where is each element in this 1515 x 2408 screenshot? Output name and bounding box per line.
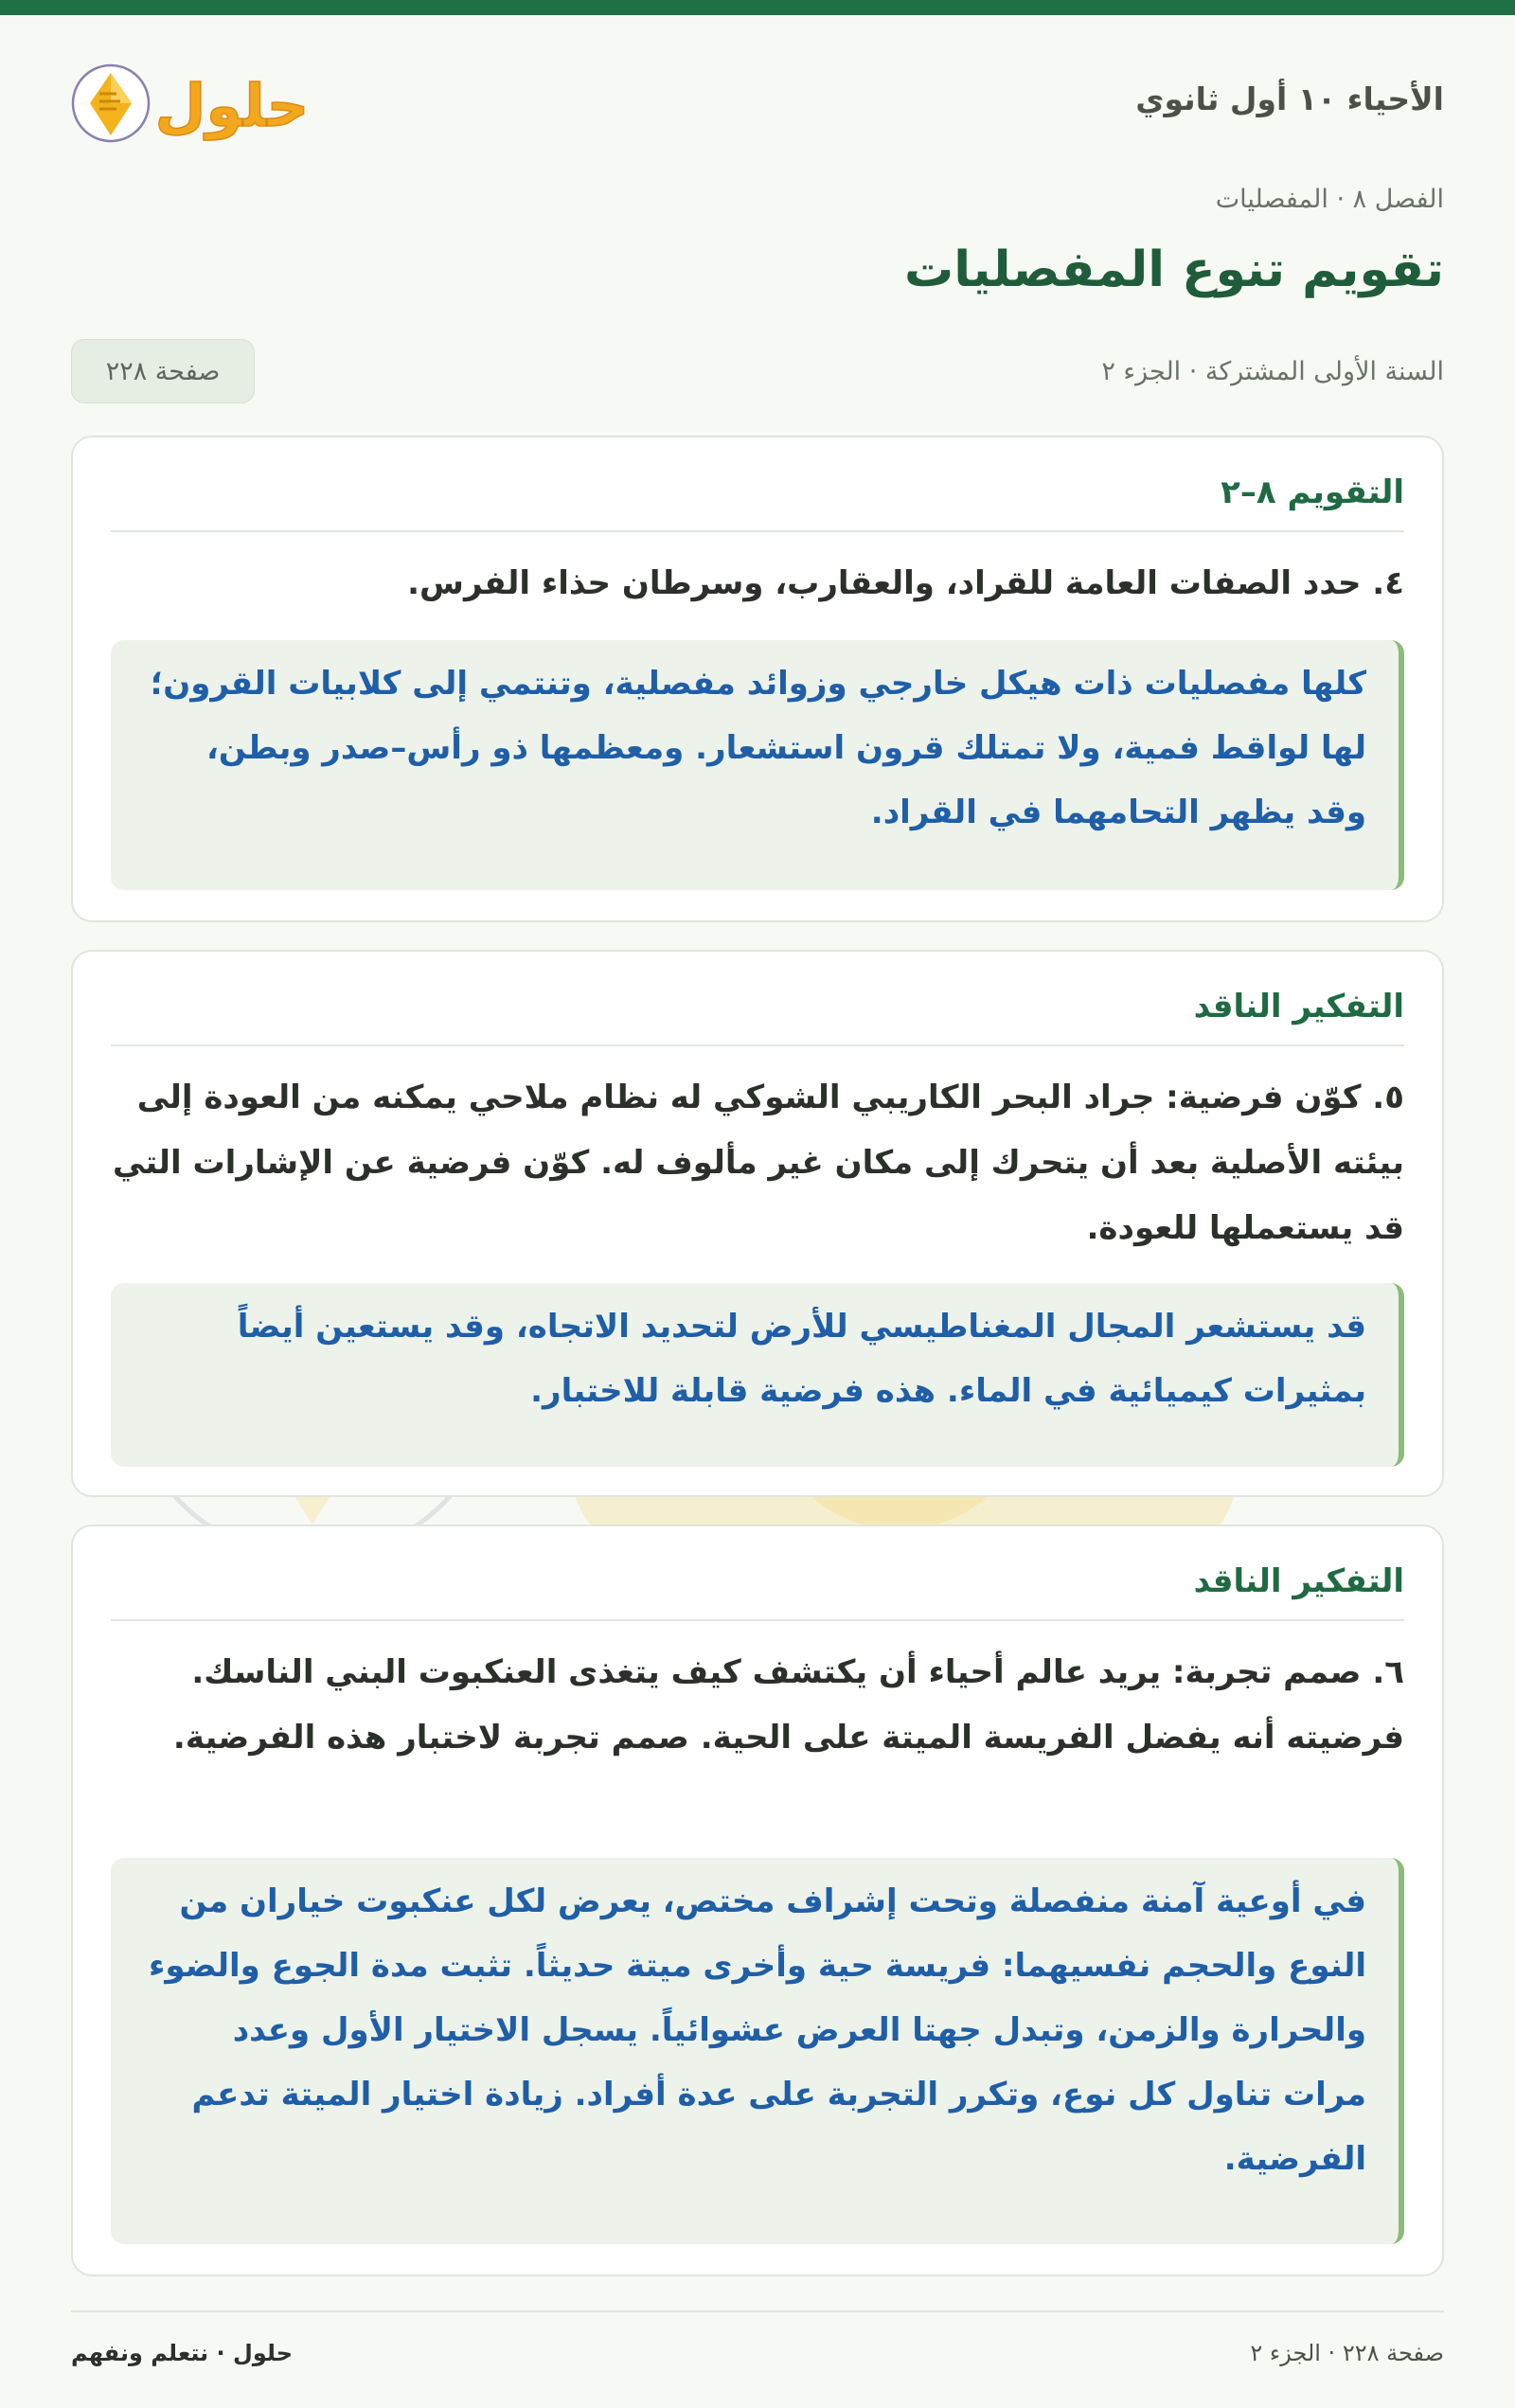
hulul-logo bbox=[71, 52, 327, 152]
page-header bbox=[71, 52, 1444, 152]
card-divider bbox=[111, 1044, 1404, 1046]
footer-divider bbox=[71, 2310, 1444, 2312]
subject-title: الأحياء ١٠ أول ثانوي bbox=[1135, 80, 1444, 117]
critical-thinking-card-2 bbox=[71, 1525, 1444, 2276]
page-title: تقويم تنوع المفصليات bbox=[903, 241, 1444, 298]
page-meta: السنة الأولى المشتركة · الجزء ٢ bbox=[1101, 357, 1444, 386]
question-text: ٦. صمم تجربة: يريد عالم أحياء أن يكتشف كيف يتغذى العنكبوت البني الناسك. فرضيته أنه يفضل الفريسة الميتة على الحية. صمم تجربة لاختبار هذه الفرضية. bbox=[172, 1653, 1404, 1757]
card-title: التفكير الناقد bbox=[1193, 1562, 1404, 1600]
answer-box: قد يستشعر المجال المغناطيسي للأرض لتحديد الاتجاه، وقد يستعين أيضاً بمثيرات كيميائية في الماء. هذه فرضية قابلة للاختبار. bbox=[111, 1283, 1404, 1467]
card-title: التفكير الناقد bbox=[1193, 988, 1404, 1026]
card-divider bbox=[111, 1619, 1404, 1621]
question-text: ٥. كوّن فرضية: جراد البحر الكاريبي الشوكي له نظام ملاحي يمكنه من العودة إلى بيئته الأصلية بعد أن يتحرك إلى مكان غير مألوف له. كوّن فرضية عن الإشارات التي قد يستعملها للعودة. bbox=[112, 1079, 1404, 1247]
footer-brand: حلول · نتعلم ونفهم bbox=[71, 2340, 293, 2366]
page-number-chip: صفحة ٢٢٨ bbox=[71, 339, 255, 403]
top-accent-bar bbox=[0, 0, 1515, 15]
critical-thinking-card-1 bbox=[71, 950, 1444, 1497]
footer-page-info: صفحة ٢٢٨ · الجزء ٢ bbox=[1250, 2340, 1444, 2366]
review-card-1 bbox=[71, 436, 1444, 922]
question-text: ٤. حدد الصفات العامة للقراد، والعقارب، وسرطان حذاء الفرس. bbox=[407, 564, 1404, 602]
breadcrumb: الفصل ٨ · المفصليات bbox=[1215, 185, 1444, 214]
answer-box: في أوعية آمنة منفصلة وتحت إشراف مختص، يعرض لكل عنكبوت خياران من النوع والحجم نفسيهما: فريسة حية وأخرى ميتة حديثاً. تثبت مدة الجوع والضوء والحرارة والزمن، وتبدل جهتا العرض عشوائياً. يسجل الاختيار الأول وعدد مرات تناول كل نوع، وتكرر التجربة على عدة أفراد. زيادة اختيار الميتة تدعم الفرضية. bbox=[111, 1858, 1404, 2244]
card-title: التقويم ٨–٢ bbox=[1221, 473, 1404, 511]
card-divider bbox=[111, 530, 1404, 532]
svg-text:حلول: حلول bbox=[154, 71, 310, 140]
answer-box: كلها مفصليات ذات هيكل خارجي وزوائد مفصلية، وتنتمي إلى كلابيات القرون؛ لها لواقط فمية، ولا تمتلك قرون استشعار. ومعظمها ذو رأس–صدر وبطن، وقد يظهر التحامهما في القراد. bbox=[111, 640, 1404, 890]
